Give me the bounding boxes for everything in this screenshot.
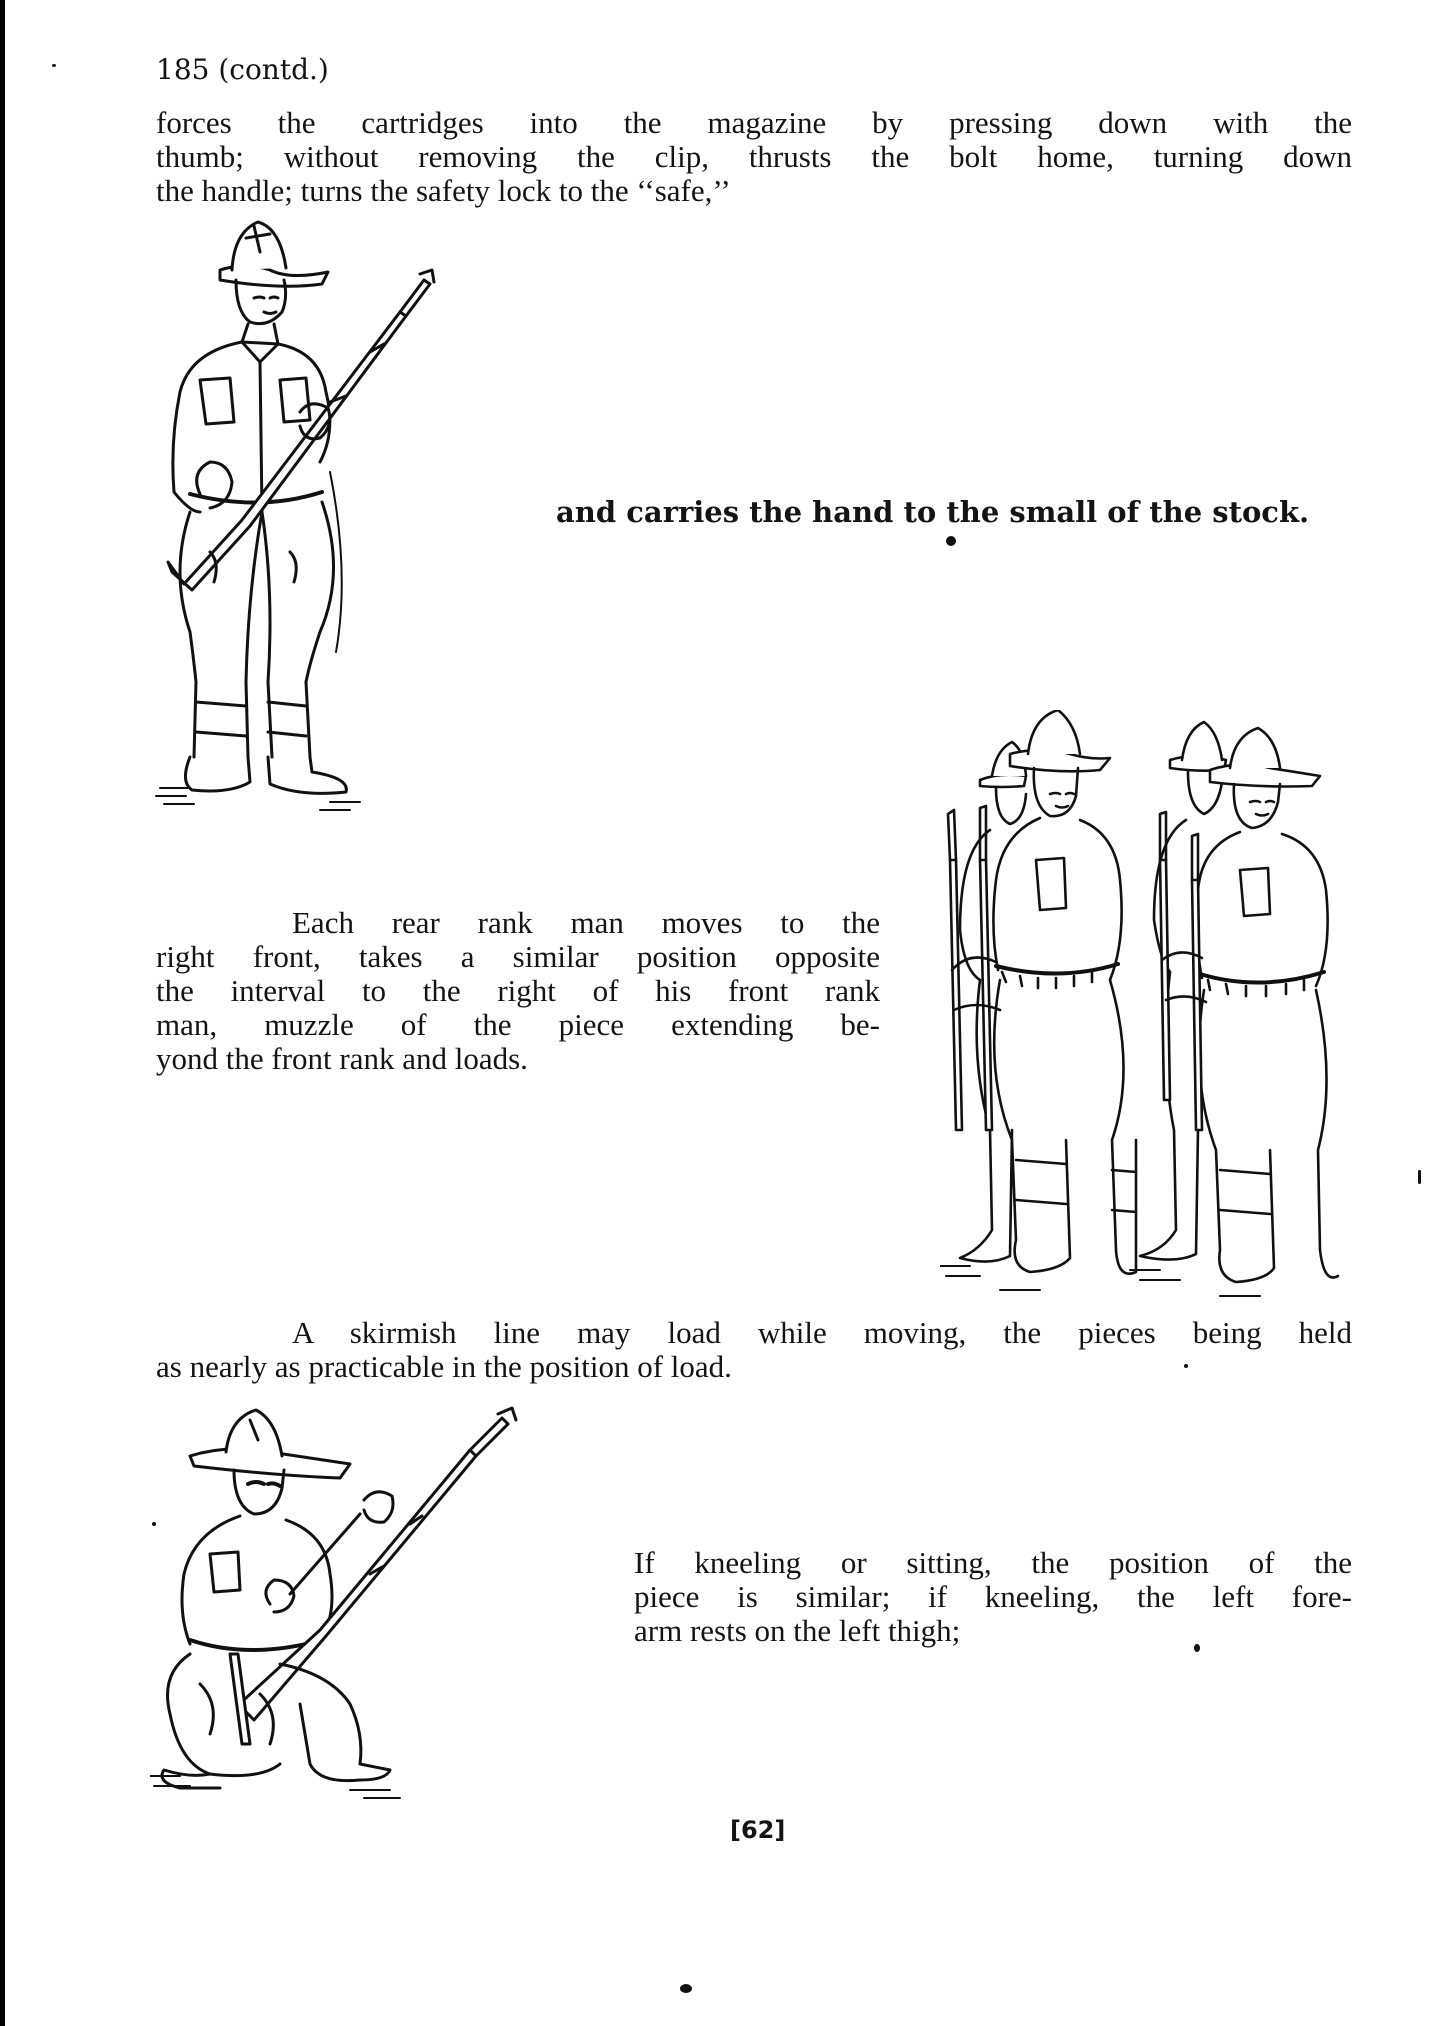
standing-soldier-illustration (150, 212, 530, 812)
page-number: [62] (730, 1816, 786, 1844)
page-binding-edge (0, 0, 5, 2026)
skirmish-paragraph (156, 1316, 1352, 1384)
rear-rank-line: Each rear rank man moves to the (292, 905, 880, 940)
scan-speck (1418, 1170, 1421, 1184)
scan-speck (946, 536, 956, 546)
intro-line: the handle; turns the safety lock to the ‘‘safe,’’ (156, 173, 731, 208)
kneeling-line: arm rests on the left thigh; (634, 1613, 961, 1648)
kneeling-line: If kneeling or sitting, the position of the (634, 1545, 1352, 1580)
intro-line: thumb; without removing the clip, thrusts the bolt home, turning down (156, 139, 1352, 174)
skirmish-line: as nearly as practicable in the position of load. (156, 1349, 732, 1384)
rear-rank-line: yond the front rank and loads. (156, 1041, 528, 1076)
kneeling-line: piece is similar; if kneeling, the left fore- (634, 1579, 1352, 1614)
rear-rank-line: right front, takes a similar position opposite (156, 939, 880, 974)
skirmish-line: A skirmish line may load while moving, the pieces being held (292, 1315, 1352, 1350)
kneeling-paragraph (634, 1546, 1352, 1648)
rear-rank-paragraph (156, 906, 880, 1076)
scan-speck (1184, 1364, 1188, 1368)
scan-speck (680, 1984, 692, 1993)
scan-speck (52, 64, 56, 67)
kneeling-soldier-illustration (150, 1404, 550, 1804)
intro-paragraph (156, 106, 1352, 208)
rear-rank-line: the interval to the right of his front rank (156, 973, 880, 1008)
two-ranks-illustration (940, 710, 1340, 1310)
rear-rank-line: man, muzzle of the piece extending be- (156, 1007, 880, 1042)
section-number: 185 (contd.) (156, 53, 329, 86)
standing-caption: and carries the hand to the small of the stock. (556, 495, 1310, 529)
scan-speck (1194, 1644, 1200, 1652)
scan-speck (152, 1522, 156, 1526)
intro-line: forces the cartridges into the magazine by pressing down with the (156, 105, 1352, 140)
